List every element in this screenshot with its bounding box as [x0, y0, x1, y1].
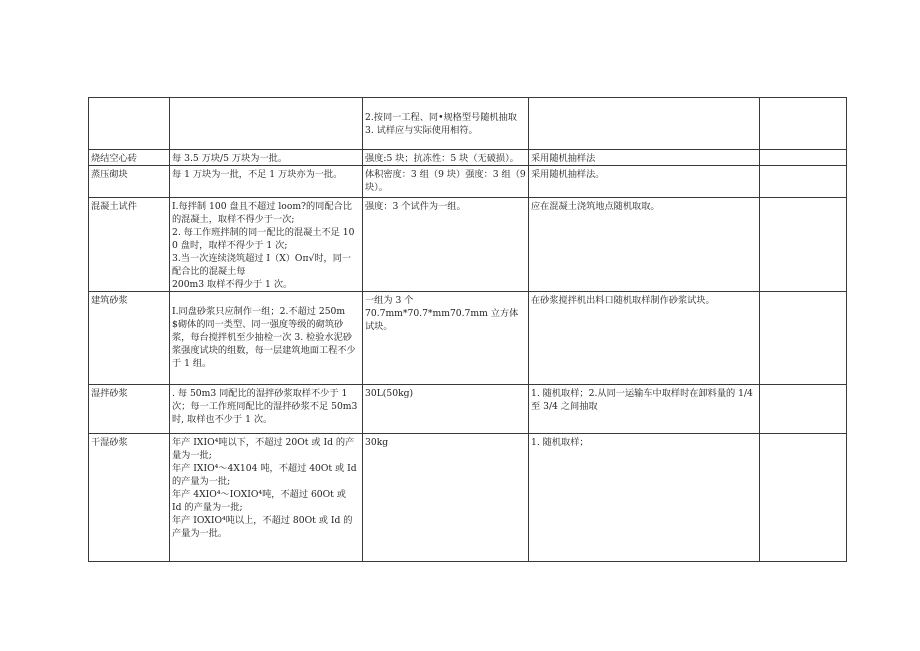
table-row: [89, 292, 847, 385]
sample-quantity-cell: 2.按同一工程、同•规格型号随机抽取 3. 试样应与实际使用相符。: [363, 98, 529, 150]
material-name-cell: 干湿砂浆: [89, 434, 170, 562]
sample-quantity-cell: 一组为 3 个 70.7mm*70.7*mm70.7mm 立方体试块。: [363, 292, 529, 385]
material-name-cell: 混凝土试件: [89, 198, 170, 292]
sampling-method-cell: [529, 98, 760, 150]
remarks-cell: [760, 150, 847, 166]
sampling-method-cell: 在砂浆搅拌机出料口随机取样制作砂浆试块。: [529, 292, 760, 385]
sampling-method-cell: 应在混凝土浇筑地点随机取取。: [529, 198, 760, 292]
material-name-cell: 建筑砂浆: [89, 292, 170, 385]
sampling-method-cell: 1. 随机取样；: [529, 434, 760, 562]
remarks-cell: [760, 198, 847, 292]
sampling-table: [88, 97, 847, 562]
sampling-method-cell: 采用随机抽样法: [529, 150, 760, 166]
remarks-cell: [760, 166, 847, 198]
batch-rule-cell: 每 1 万块为一批，不足 1 万块亦为一批。: [170, 166, 363, 198]
batch-rule-cell: I.同盘砂浆只应制作一组；2.不超过 250m$砌体的同一类型、同一强度等级的砌筑砂浆，每台搅拌机至少抽检一次 3. 检验水泥砂浆强度试块的组数，每一层建筑地面工程不少于 1 组。: [170, 292, 363, 385]
table-row: [89, 150, 847, 166]
material-name-cell: 蒸压砌块: [89, 166, 170, 198]
batch-rule-cell: I.每拌制 100 盘且不超过 loom?的同配合比的混凝土，取样不得少于一次; 2. 每工作班拌制的同一配比的混凝土不足 100 盘时，取样不得少于 1 次; 3.当一次连续浇筑超过 I（X）Oπ√时，同一配合比的混凝土每 200m3 取样不得少于 1 次。: [170, 198, 363, 292]
table-row: [89, 166, 847, 198]
batch-rule-cell: 年产 IXIO⁴吨以下，不超过 20Ot 或 Id 的产量为一批; 年产 IXIO⁴～4X104 吨，不超过 40Ot 或 Id 的产量为一批; 年产 4XIO⁴～IOXIO⁴吨，不超过 60Ot 或 Id 的产量为一批; 年产 IOXIO⁴吨以上，不超过 80Ot 或 Id 的产量为一批。: [170, 434, 363, 562]
batch-rule-cell: . 每 50m3 同配比的湿拌砂浆取样不少于 1 次；每一工作班同配比的湿拌砂浆不足 50m3 时, 取样也不少于 1 次。: [170, 385, 363, 434]
sampling-method-cell: 1. 随机取样；2.从同一运输车中取样时在卸料量的 1/4 至 3/4 之间抽取: [529, 385, 760, 434]
remarks-cell: [760, 292, 847, 385]
table-row: [89, 385, 847, 434]
remarks-cell: [760, 98, 847, 150]
table-row: [89, 98, 847, 150]
remarks-cell: [760, 385, 847, 434]
sample-quantity-cell: 30kg: [363, 434, 529, 562]
remarks-cell: [760, 434, 847, 562]
batch-rule-cell: [170, 98, 363, 150]
sample-quantity-cell: 30L(50kg): [363, 385, 529, 434]
batch-rule-cell: 每 3.5 万块/5 万块为一批。: [170, 150, 363, 166]
sample-quantity-cell: 体积密度：3 组（9 块）强度：3 组（9 块）。: [363, 166, 529, 198]
material-name-cell: [89, 98, 170, 150]
sample-quantity-cell: 强度:5 块；抗冻性：5 块（无破损）。: [363, 150, 529, 166]
material-name-cell: 湿拌砂浆: [89, 385, 170, 434]
sample-quantity-cell: 强度：3 个试件为一组。: [363, 198, 529, 292]
table-row: [89, 198, 847, 292]
sampling-method-cell: 采用随机抽样法。: [529, 166, 760, 198]
sampling-table-container: [88, 97, 846, 562]
material-name-cell: 烧结空心砖: [89, 150, 170, 166]
table-row: [89, 434, 847, 562]
